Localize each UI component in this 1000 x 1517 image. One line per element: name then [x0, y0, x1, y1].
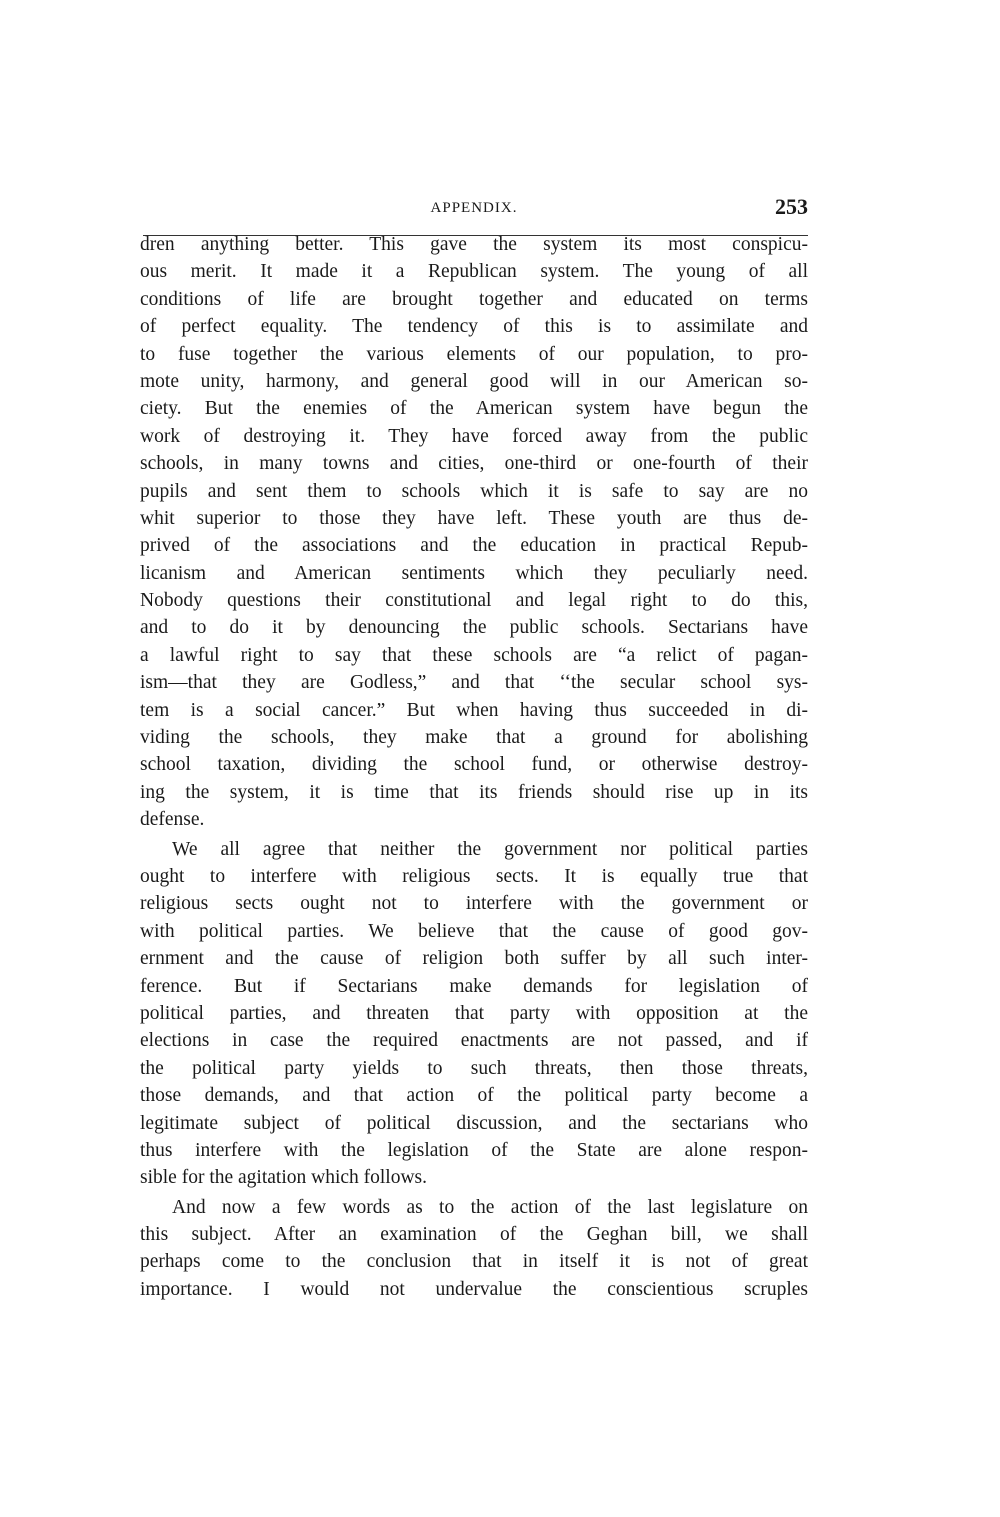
text-line: prived of the associations and the education in practical Repub-	[140, 535, 808, 557]
text-line: of perfect equality. The tendency of this is to assimilate and	[140, 316, 808, 338]
text-line: ism—that they are Godless,” and that ‘‘the secular school sys-	[140, 672, 808, 694]
text-line: legitimate subject of political discussion, and the sectarians who	[140, 1112, 808, 1134]
text-line: dren anything better. This gave the system its most conspicu-	[140, 234, 808, 255]
text-line: perhaps come to the conclusion that in itself it is not of great	[140, 1251, 808, 1273]
text-line: licanism and American sentiments which they peculiarly need.	[140, 562, 808, 584]
text-line: ing the system, it is time that its friends should rise up in its	[140, 781, 808, 803]
text-line: political parties, and threaten that party with opposition at the	[140, 1002, 808, 1024]
paragraph	[140, 231, 808, 834]
running-head: APPENDIX.	[430, 200, 518, 216]
text-line: tem is a social cancer.” But when having thus succeeded in di-	[140, 699, 808, 721]
text-line: to fuse together the various elements of our population, to pro-	[140, 343, 808, 365]
page-number: 253	[775, 194, 808, 219]
text-line: ought to interfere with religious sects. It is equally true that	[140, 865, 808, 887]
text-line: viding the schools, they make that a ground for abolishing	[140, 727, 808, 749]
text-line: Nobody questions their constitutional and legal right to do this,	[140, 590, 808, 612]
text-line: whit superior to those they have left. These youth are thus de-	[140, 507, 808, 529]
page-header	[140, 194, 808, 224]
text-line: elections in case the required enactments are not passed, and if	[140, 1030, 808, 1052]
text-line: thus interfere with the legislation of the State are alone respon-	[140, 1139, 808, 1161]
text-line: a lawful right to say that these schools are “a relict of pagan-	[140, 644, 808, 666]
text-line: defense.	[140, 809, 205, 831]
text-line: conditions of life are brought together and educated on terms	[140, 288, 808, 310]
text-line: importance. I would not undervalue the conscientious scruples	[140, 1278, 808, 1300]
text-line: ous merit. It made it a Republican system. The young of all	[140, 261, 808, 283]
page-body	[140, 231, 808, 1303]
text-line: ference. But if Sectarians make demands for legislation of	[140, 975, 808, 997]
text-line: and to do it by denouncing the public schools. Sectarians have	[140, 617, 808, 639]
text-line: sible for the agitation which follows.	[140, 1167, 428, 1189]
paragraph	[140, 1194, 808, 1304]
text-line: ciety. But the enemies of the American system have begun the	[140, 398, 808, 420]
text-line: religious sects ought not to interfere with the government or	[140, 893, 808, 915]
text-line: work of destroying it. They have forced away from the public	[140, 425, 808, 447]
text-line: schools, in many towns and cities, one-third or one-fourth of their	[140, 453, 808, 475]
paragraph	[140, 836, 808, 1192]
text-line: We all agree that neither the government nor political parties	[172, 838, 808, 860]
text-line: those demands, and that action of the political party become a	[140, 1085, 808, 1107]
text-line: school taxation, dividing the school fund, or otherwise destroy-	[140, 754, 808, 776]
text-line: pupils and sent them to schools which it is safe to say are no	[140, 480, 808, 502]
text-line: the political party yields to such threats, then those threats,	[140, 1057, 808, 1079]
text-line: with political parties. We believe that the cause of good gov-	[140, 920, 808, 942]
text-line: ernment and the cause of religion both suffer by all such inter-	[140, 948, 808, 970]
text-line: And now a few words as to the action of the last legislature on	[172, 1196, 808, 1218]
text-line: this subject. After an examination of the Geghan bill, we shall	[140, 1224, 808, 1246]
text-line: mote unity, harmony, and general good will in our American so-	[140, 370, 808, 392]
